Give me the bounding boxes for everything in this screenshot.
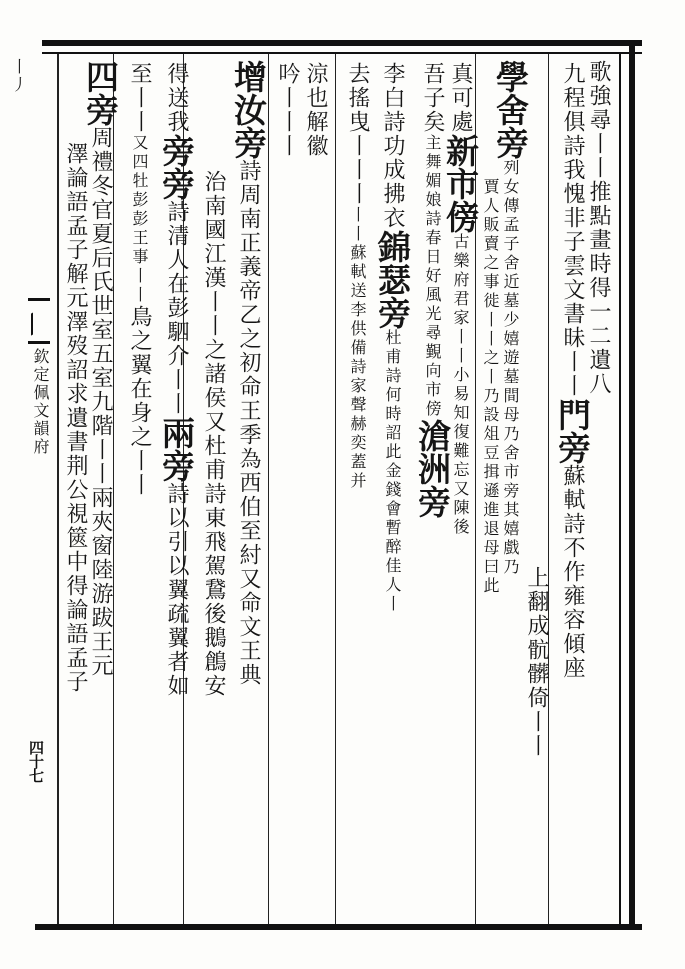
body-text: 去搖曳丨丨丨: [345, 62, 370, 206]
body-text: 吾子矣: [420, 62, 445, 134]
annotation-text: 列女傳孟子舍近墓少嬉遊墓間母乃舍市旁其嬉戲乃: [501, 159, 520, 577]
text-column: [124, 62, 154, 497]
text-column: [272, 62, 302, 158]
body-text: 李白詩功成拂衣: [380, 62, 405, 230]
body-text: 至丨丨: [127, 62, 152, 134]
annotation-text: 古樂府君家丨丨小易知復難忘又陳後: [451, 233, 470, 537]
body-text: 歌強尋丨丨推點畫時得一二遺八: [586, 60, 611, 396]
annotation-text: 又四牡彭彭王事丨丨: [130, 134, 149, 305]
bottom-border: [35, 924, 642, 930]
headword: 旁旁: [157, 134, 196, 200]
headword: 滄洲旁: [413, 419, 452, 518]
body-text: 吟丨丨丨: [275, 62, 300, 158]
body-text: 涼也解徽: [303, 62, 328, 158]
right-border: [629, 40, 635, 930]
column-divider: [548, 54, 549, 924]
top-border: [42, 40, 642, 46]
text-column: [521, 566, 551, 758]
body-text: 鳥之翼在身之丨丨: [127, 305, 152, 497]
body-text: 詩周南正義帝乙之初命王季為西伯至紂又命文王典: [236, 159, 261, 687]
text-column: [156, 62, 196, 698]
body-text: 詩以引以翼疏翼者如: [164, 482, 189, 698]
page-number: 四十七: [27, 740, 45, 782]
annotation-text: 主舞媚娘詩春日好風光尋覲向市傍: [423, 134, 442, 419]
text-column: [228, 60, 268, 687]
text-column: [552, 62, 592, 680]
right-inner-border: [619, 54, 621, 924]
column-divider: [268, 54, 269, 924]
headword: 增汝旁: [229, 60, 268, 159]
text-column: [342, 62, 372, 491]
text-column: [412, 62, 452, 518]
annotation-text: 杜甫詩何時詔此金錢會暫醉佳人丨: [383, 329, 402, 614]
headword: 新市傍: [441, 134, 480, 233]
headword: 四旁: [81, 60, 120, 126]
margin-marks: 丨丿: [9, 58, 28, 94]
body-text: 澤論語孟子解元澤歿詔求遺書荆公視篋中得論語孟子: [63, 142, 88, 694]
body-text: 詩清人在彭駟介丨丨: [164, 200, 189, 416]
top-inner-border: [42, 52, 642, 54]
fishtail-ornament: [28, 298, 50, 344]
text-column: [372, 62, 412, 614]
body-text: 真可處: [448, 62, 473, 134]
body-text: 得送我: [164, 62, 189, 134]
body-text: 九程俱詩我愧非子雲文書昧丨丨: [560, 62, 585, 398]
headword: 學舍旁: [491, 60, 530, 159]
body-text: 周禮冬官夏后氏世室五室九階丨丨兩夾窗陸游跋王元: [88, 126, 113, 678]
annotation-text: 丨丨蘇軾送李供備詩家聲赫奕蓋并: [348, 206, 367, 491]
body-text: 治南國江漢丨丨之諸侯又杜甫詩東飛駕鵞後鵝鶬安: [201, 170, 226, 698]
column-divider: [335, 54, 336, 924]
left-border: [57, 54, 59, 924]
body-text: 上翻成骯髒倚丨丨: [524, 566, 549, 758]
headword: 錦瑟旁: [373, 230, 412, 329]
book-title: 欽定佩文韻府: [31, 348, 50, 456]
text-column: [60, 142, 90, 694]
text-column: [300, 62, 330, 158]
text-column: [198, 170, 228, 698]
headword: 門旁: [553, 398, 592, 464]
text-column: [480, 178, 500, 596]
body-text: 蘇軾詩不作雍容傾座: [560, 464, 585, 680]
annotation-text: 賈人販賣之事徙丨丨之丨乃設俎豆揖遜進退母曰此: [481, 178, 500, 596]
headword: 兩旁: [157, 416, 196, 482]
